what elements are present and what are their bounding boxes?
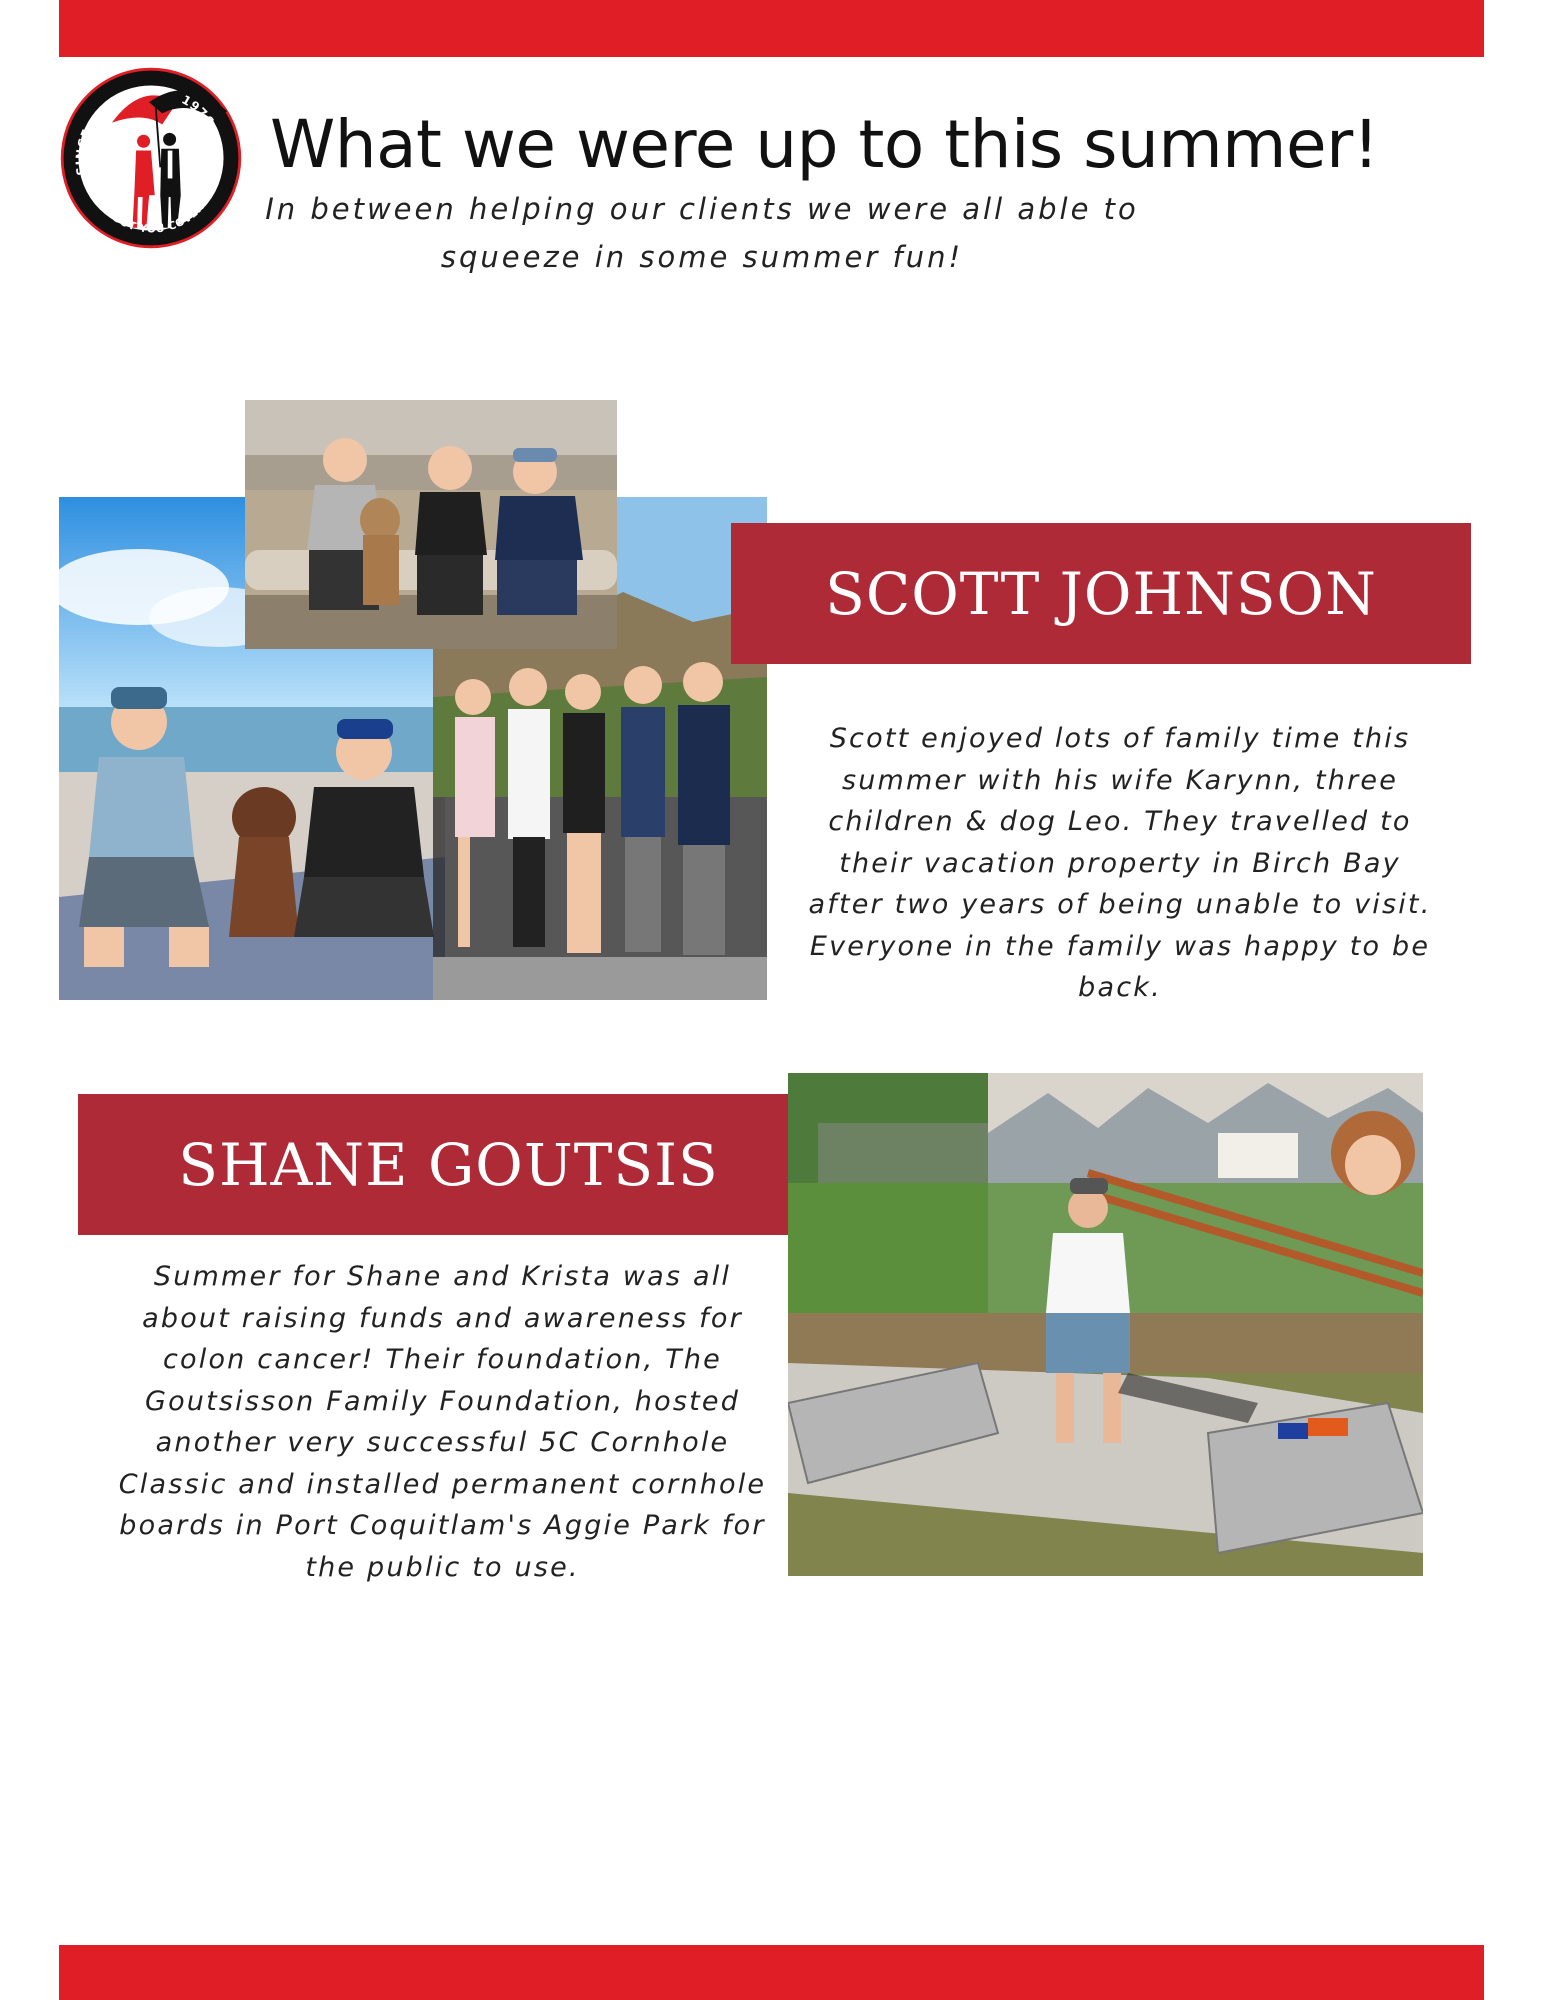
bottom-red-bar (59, 1945, 1484, 2000)
top-red-bar (59, 0, 1484, 57)
shane-goutsis-name: SHANE GOUTSIS (178, 1130, 719, 1199)
logo-text-slogan: WE'VE GOT YOU COVERED (83, 178, 217, 236)
logo-text-year: 1976 (179, 92, 218, 129)
page-title: What we were up to this summer! (270, 106, 1379, 183)
shane-goutsis-bio: Summer for Shane and Krista was all about raising funds and awareness for colon cancer! Their foundation, The Goutsisson Family Foundation, hosted another very successful 5C Cornhole Classic and installed permanent cornhole boards in Port Coquitlam's Aggie Park for the public to use. (118, 1261, 767, 1583)
kids-on-driftwood-photo (245, 400, 617, 649)
scott-johnson-name: SCOTT JOHNSON (825, 559, 1377, 628)
page-subtitle: In between helping our clients we were all able to squeeze in some summer fun! (265, 192, 1139, 274)
logo-text-since: SINCE (73, 126, 95, 177)
scott-johnson-name-banner (731, 523, 1471, 664)
scott-johnson-bio: Scott enjoyed lots of family time this summer with his wife Karynn, three children & dog Leo. They travelled to their vacation property in Birch Bay after two years of being unable to visit. Everyone in the family was happy to be back. (808, 723, 1432, 1003)
cornhole-boards-photo (788, 1073, 1423, 1576)
company-logo (58, 65, 244, 251)
shane-goutsis-name-banner (78, 1094, 819, 1235)
